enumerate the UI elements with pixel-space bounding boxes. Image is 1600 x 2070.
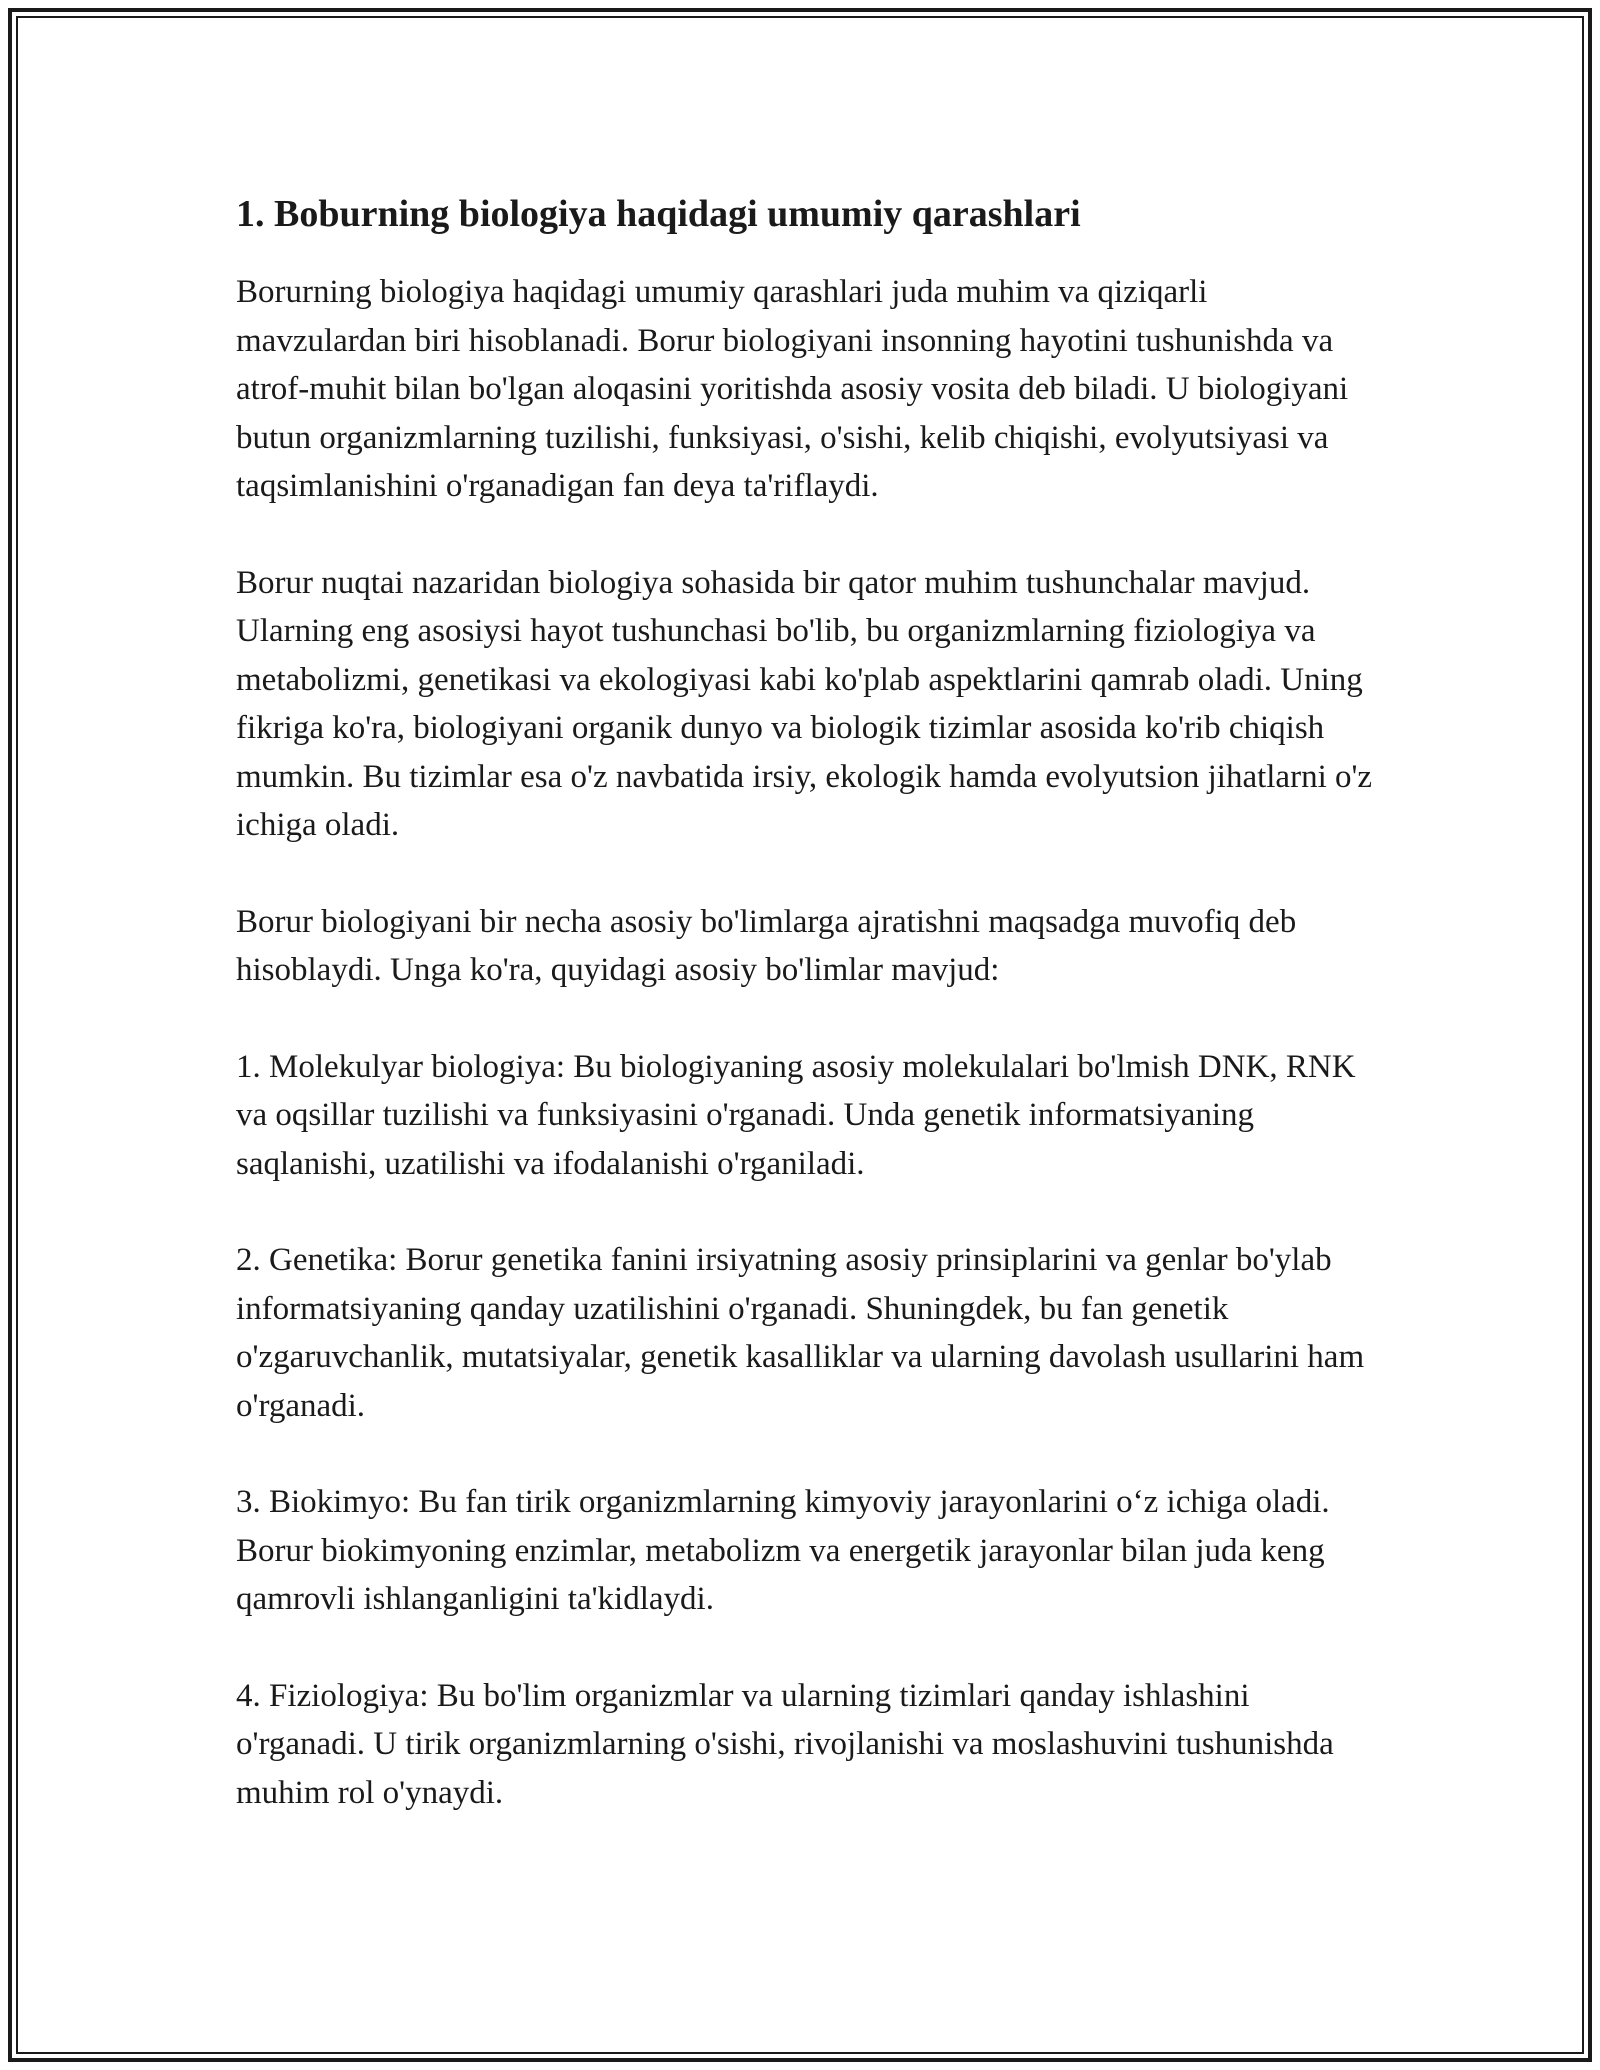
list-item-biochemistry: 3. Biokimyo: Bu fan tirik organizmlarning kimyoviy jarayonlarini o‘z ichiga oladi. Borur biokimyoning enzimlar, metabolizm va energetik jarayonlar bilan juda keng qamrovli ishlanganligini ta'kidlaydi. bbox=[236, 1484, 1330, 1617]
list-item-genetics: 2. Genetika: Borur genetika fanini irsiyatning asosiy prinsiplarini va genlar bo'ylab informatsiyaning qanday uzatilishini o'rganadi. Shuningdek, bu fan genetik o'zgaruvchanlik, mutatsiyalar, genetik kasalliklar va ularning davolash usullarini ham o'rganadi. bbox=[236, 1242, 1365, 1424]
paragraph-concepts: Borur nuqtai nazaridan biologiya sohasida bir qator muhim tushunchalar mavjud. Ularning eng asosiysi hayot tushunchasi bo'lib, bu organizmlarning fiziologiya va metabolizmi, genetikasi va ekologiyasi kabi ko'plab aspektlarini qamrab oladi. Uning fikriga ko'ra, biologiyani organik dunyo va biologik tizimlar asosida ko'rib chiqish mumkin. Bu tizimlar esa o'z navbatida irsiy, ekologik hamda evolyutsion jihatlarni o'z ichiga oladi. bbox=[236, 564, 1373, 843]
section-heading: 1. Boburning biologiya haqidagi umumiy qarashlari bbox=[236, 193, 1081, 235]
paragraph-sections-intro: Borur biologiyani bir necha asosiy bo'limlarga ajratishni maqsadga muvofiq deb hisoblaydi. Unga ko'ra, quyidagi asosiy bo'limlar mavjud: bbox=[236, 903, 1297, 988]
list-item-physiology: 4. Fiziologiya: Bu bo'lim organizmlar va ularning tizimlari qanday ishlashini o'rganadi. U tirik organizmlarning o'sishi, rivojlanishi va moslashuvini tushunishda muhim rol o'ynaydi. bbox=[236, 1677, 1334, 1811]
list-item-molecular-biology: 1. Molekulyar biologiya: Bu biologiyaning asosiy molekulalari bo'lmish DNK, RNK va oqsillar tuzilishi va funksiyasini o'rganadi. Unda genetik informatsiyaning saqlanishi, uzatilishi va ifodalanishi o'rganiladi. bbox=[236, 1048, 1356, 1182]
document-body bbox=[236, 190, 1376, 1865]
paragraph-intro: Borurning biologiya haqidagi umumiy qarashlari juda muhim va qiziqarli mavzulardan biri hisoblanadi. Borur biologiyani insonning hayotini tushunishda va atrof-muhit bilan bo'lgan aloqasini yoritishda asosiy vosita deb biladi. U biologiyani butun organizmlarning tuzilishi, funksiyasi, o'sishi, kelib chiqishi, evolyutsiyasi va taqsimlanishini o'rganadigan fan deya ta'riflaydi. bbox=[236, 274, 1349, 504]
